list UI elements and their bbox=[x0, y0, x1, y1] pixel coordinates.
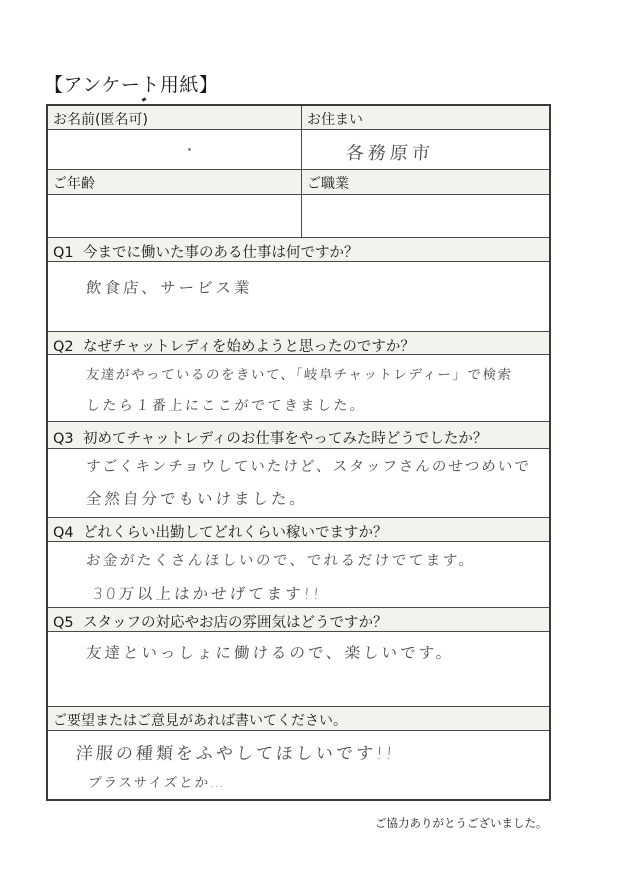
question-q1 bbox=[53, 241, 359, 262]
pen-mark bbox=[142, 97, 147, 102]
answer-field-q3[interactable] bbox=[48, 449, 549, 518]
question-number: Q4 bbox=[53, 525, 74, 541]
answer-line: お金がたくさんほしいので、でれるだけでてます。 bbox=[85, 553, 477, 569]
question-number: Q5 bbox=[53, 615, 74, 631]
question-row-q4 bbox=[48, 518, 549, 542]
question-text: どれくらい出勤してどれくらい稼いでますか？ bbox=[83, 525, 388, 541]
answer-field-q5[interactable] bbox=[48, 632, 549, 707]
question-q2 bbox=[53, 335, 415, 356]
name-field[interactable] bbox=[48, 130, 302, 169]
question-text: スタッフの対応やお店の雰囲気はどうですか？ bbox=[83, 615, 388, 631]
requests-label: ご要望またはご意見があれば書いてください。 bbox=[53, 713, 347, 729]
profile-label-row-2 bbox=[48, 170, 549, 195]
question-text: 今までに働いた事のある仕事は何ですか？ bbox=[83, 245, 359, 261]
residence-field[interactable] bbox=[302, 130, 549, 169]
answer-line: 30万以上はかせげてます!! bbox=[92, 585, 323, 603]
answer-field-q1[interactable] bbox=[48, 262, 549, 332]
question-row-q5 bbox=[48, 608, 549, 632]
residence-label-cell bbox=[302, 106, 549, 129]
requests-label-row bbox=[48, 707, 549, 731]
answer-line: 友達といっしょに働けるので、楽しいです。 bbox=[85, 644, 456, 662]
pen-dot bbox=[188, 148, 191, 151]
age-label-cell bbox=[48, 170, 302, 194]
question-row-q3 bbox=[48, 422, 549, 449]
answer-field-q4[interactable] bbox=[48, 542, 549, 608]
question-number: Q2 bbox=[53, 339, 74, 355]
residence-label: お住まい bbox=[307, 112, 363, 128]
name-label-cell bbox=[48, 106, 302, 129]
question-q4 bbox=[53, 521, 388, 542]
profile-value-row-2 bbox=[48, 195, 549, 238]
occupation-label-cell bbox=[302, 170, 549, 194]
answer-line: プラスサイズとか… bbox=[87, 775, 227, 791]
answer-line: すごくキンチョウしていたけど、スタッフさんのせつめいで bbox=[85, 459, 532, 475]
age-field[interactable] bbox=[48, 195, 302, 237]
question-row-q2 bbox=[48, 332, 549, 355]
question-number: Q3 bbox=[53, 431, 74, 447]
question-text: なぜチャットレディを始めようと思ったのですか？ bbox=[83, 339, 415, 355]
occupation-label: ご職業 bbox=[307, 176, 349, 192]
residence-value: 各務原市 bbox=[345, 143, 435, 164]
question-row-q1 bbox=[48, 238, 549, 262]
occupation-field[interactable] bbox=[302, 195, 549, 237]
name-label: お名前(匿名可) bbox=[53, 112, 148, 128]
answer-line: 洋服の種類をふやしてほしいです!! bbox=[75, 744, 397, 764]
answer-line: 全然自分でもいけました。 bbox=[85, 490, 309, 508]
answer-line: したら１番上にここがでてきました。 bbox=[85, 398, 367, 414]
requests-field[interactable] bbox=[48, 731, 549, 799]
question-number: Q1 bbox=[53, 245, 74, 261]
profile-value-row-1 bbox=[48, 130, 549, 170]
survey-form bbox=[46, 104, 551, 801]
age-label: ご年齢 bbox=[53, 176, 95, 192]
thank-you-note: ご協力ありがとうございました。 bbox=[375, 816, 548, 830]
question-q3 bbox=[53, 427, 487, 448]
question-q5 bbox=[53, 611, 388, 632]
answer-field-q2[interactable] bbox=[48, 355, 549, 422]
survey-title: 【アンケート用紙】 bbox=[44, 74, 219, 96]
answer-line: 友達がやっているのをきいて、「岐阜チャットレディー」で検索 bbox=[85, 367, 513, 383]
question-text: 初めてチャットレディのお仕事をやってみた時どうでしたか？ bbox=[83, 431, 488, 447]
profile-label-row-1 bbox=[48, 106, 549, 130]
answer-line: 飲食店、サービス業 bbox=[85, 279, 254, 297]
